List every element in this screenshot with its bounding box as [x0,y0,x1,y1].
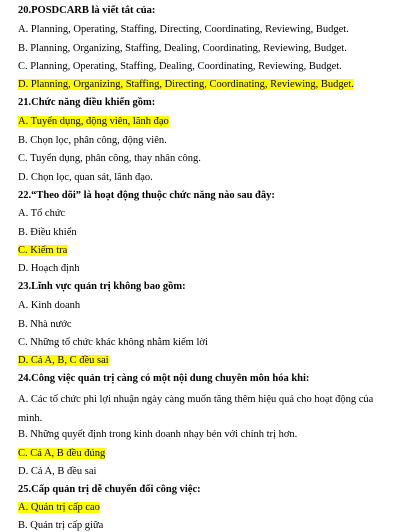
option-22-b: B. Điều khiển [18,227,77,238]
option-25-b: B. Quản trị cấp giữa [18,520,104,531]
option-20-d-highlighted: D. Planning, Organizing, Staffing, Directing, Coordinating, Reviewing, Budget. [18,79,354,90]
option-24-b: B. Những quyết định trong kinh doanh nhạy bén với chính trị hơn. [18,429,298,440]
option-22-c-highlighted: C. Kiểm tra [18,245,68,256]
option-20-b: B. Planning, Organizing, Staffing, Dealing, Coordinating, Reviewing, Budget. [18,43,347,54]
option-20-c: C. Planning, Operating, Staffing, Dealing, Coordinating, Reviewing, Budget. [18,61,342,72]
option-23-b: B. Nhà nước [18,319,72,330]
question-25: 25.Cấp quản trị dễ chuyển đổi công việc: [18,484,201,495]
question-22: 22.“Theo dõi” là hoạt động thuộc chức năng nào sau đây: [18,190,275,201]
question-23: 23.Lĩnh vực quản trị không bao gồm: [18,281,186,292]
question-24: 24.Công việc quản trị càng có một nội dung chuyên môn hóa khi: [18,373,310,384]
option-24-c-highlighted: C. Cả A, B đều đúng [18,448,106,459]
option-22-d: D. Hoạch định [18,263,80,274]
option-25-a-highlighted: A. Quản trị cấp cao [18,502,100,513]
option-21-a-highlighted: A. Tuyển dụng, động viên, lãnh đạo [18,116,169,127]
option-24-d: D. Cả A, B đều sai [18,466,97,477]
option-22-a: A. Tổ chức [18,208,66,219]
option-23-a: A. Kinh doanh [18,300,81,311]
option-21-c: C. Tuyển dụng, phân công, thay nhân công. [18,153,201,164]
option-24-a: A. Các tổ chức phi lợi nhuận ngày càng muốn tăng thêm hiệu quả cho hoạt động của mình. [18,394,374,424]
option-21-d: D. Chọn lọc, quan sát, lãnh đạo. [18,172,153,183]
option-20-a: A. Planning, Operating, Staffing, Directing, Coordinating, Reviewing, Budget. [18,24,349,35]
option-21-b: B. Chọn lọc, phân công, động viên. [18,135,167,146]
option-23-d-highlighted: D. Cả A, B, C đều sai [18,355,109,366]
question-21: 21.Chức năng điều khiển gồm: [18,97,156,108]
question-20: 20.POSDCARB là viết tắt của: [18,5,156,16]
option-23-c: C. Những tổ chức khác không nhằm kiếm lời [18,337,208,348]
